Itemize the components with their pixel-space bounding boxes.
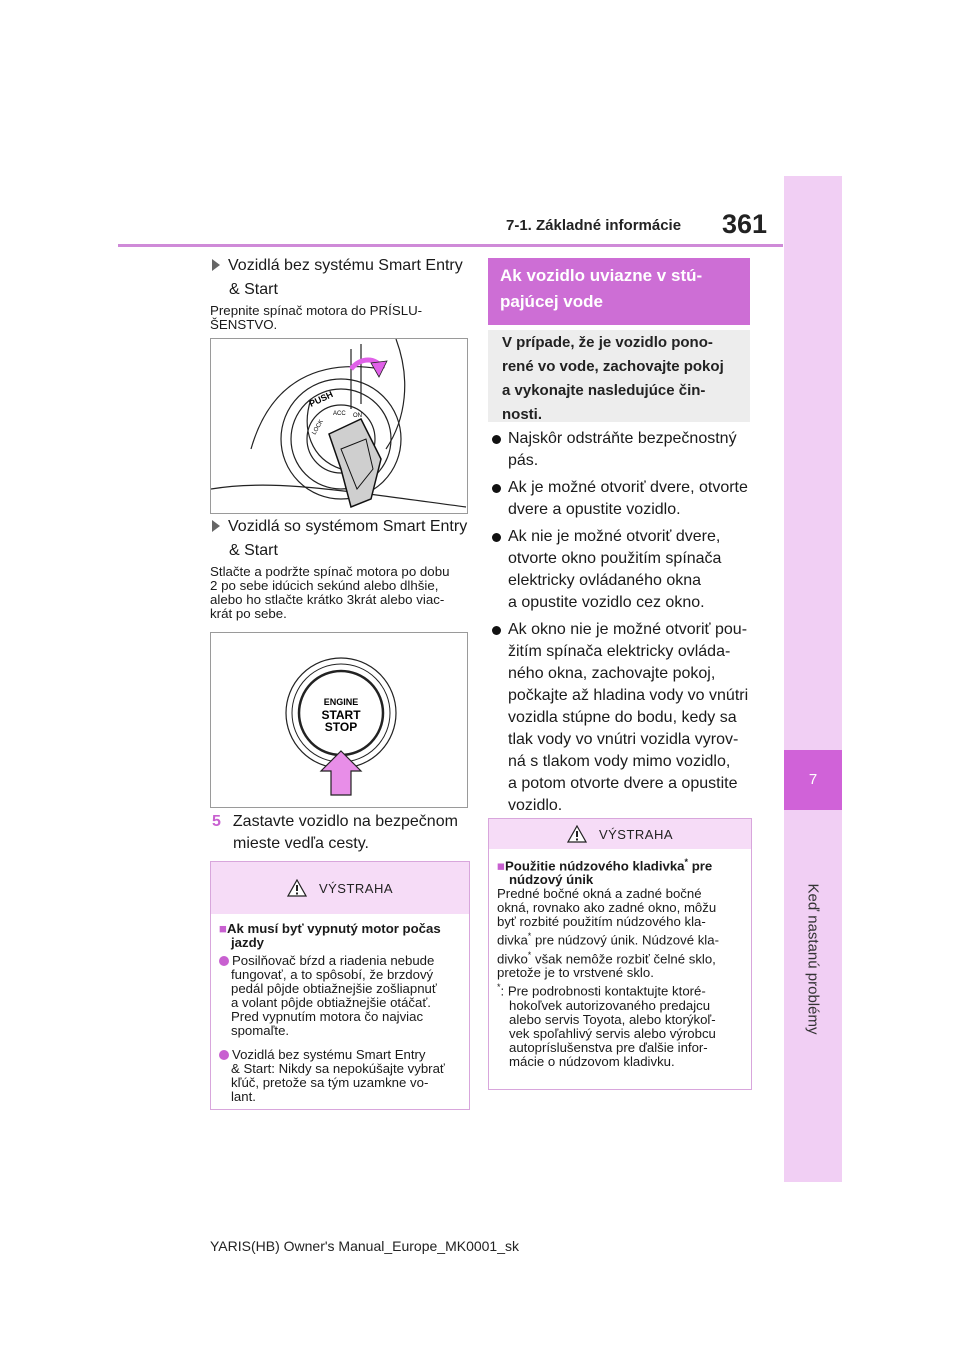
intro-box: V prípade, že je vozidlo pono- rené vo vode, zachovajte pokoj a vykonajte nasledujúce čin- nosti. [488, 330, 750, 422]
warning-box-engine-stop [210, 861, 470, 1110]
svg-text:ACC: ACC [333, 411, 346, 417]
warning-header: VÝSTRAHA [211, 862, 469, 914]
warning-triangle-icon [567, 825, 587, 843]
svg-text:ENGINE: ENGINE [323, 697, 359, 707]
bullet-no-smart-entry: Vozidlá bez systému Smart Entry & Start [212, 254, 472, 302]
warning-header: VÝSTRAHA [489, 819, 751, 849]
figure-engine-start-button [210, 632, 468, 808]
svg-text:LOCK: LOCK [311, 418, 325, 436]
triangle-bullet-icon [212, 520, 220, 532]
bullet-dot-icon [219, 956, 229, 966]
list-item: Ak okno nie je možné otvoriť pou- žitím spínača elektricky ovláda- ného okna, zachovajte pokoj, počkajte až hladina vody vo vnútri vozidla stúpne do bodu, kedy sa tlak vody vo vnútri vozidla vyrov- ná s tlakom vody mimo vozidlo, a potom otvorte dvere a opustite vozidlo. [492, 619, 754, 817]
svg-text:PUSH: PUSH [307, 389, 335, 409]
svg-text:START: START [321, 708, 361, 722]
warning-body: ■Použitie núdzového kladivka* pre núdzový únik Predné bočné okná a zadné bočné okná, rovnako ako zadné okno, môžu byť rozbité použitím núdzového kla- divka* pre núdzový únik. Núdzové kla- divko* však nemôže rozbiť čelné sklo, pretože je to vrstvené sklo. *: Pre podrobnosti kontaktujte ktoré- hokoľvek autorizovaného predajcu alebo servis Toyota, alebo ktorýkoľ- vek spoľahlivý servis alebo výrobcu autopríslušenstva pre ďalšie infor- mácie o núdzovom kladivku. [497, 857, 719, 1069]
page-number: 361 [722, 209, 768, 239]
bullet-dot-icon [492, 533, 501, 542]
bullet-with-smart-entry: Vozidlá so systémom Smart Entry & Start [212, 515, 472, 563]
header-divider [118, 244, 783, 247]
section-heading-flooded-vehicle: Ak vozidlo uviazne v stú- pajúcej vode [488, 258, 750, 325]
chapter-title: Keď nastanú problémy [804, 883, 822, 1035]
bullet-dot-icon [492, 626, 501, 635]
bullet-dot-icon [219, 1050, 229, 1060]
bullet2-description: Stlačte a podržte spínač motora po dobu 2 po sebe idúcich sekúnd alebo dlhšie, alebo ho stlačte krátko 3krát alebo viac- krát po sebe. [210, 564, 450, 621]
warning-triangle-icon [287, 879, 307, 897]
engine-start-stop-illustration [211, 633, 467, 807]
warning-box-emergency-hammer [488, 818, 752, 1090]
list-item: Ak je možné otvoriť dvere, otvorte dvere a opustite vozidlo. [492, 477, 754, 521]
svg-text:ON: ON [353, 413, 362, 419]
figure-key-ignition [210, 338, 468, 514]
bullet-dot-icon [492, 435, 501, 444]
step-5: 5 Zastavte vozidlo na bezpečnom mieste vedľa cesty. [212, 813, 458, 852]
svg-text:STOP: STOP [324, 720, 358, 734]
chapter-number: 7 [784, 750, 842, 810]
action-list [492, 428, 754, 822]
section-title: 7-1. Základné informácie [506, 217, 682, 234]
list-item: Najskôr odstráňte bezpečnostný pás. [492, 428, 754, 472]
bullet1-description: Prepnite spínač motora do PRÍSLU- ŠENSTVO. [210, 303, 423, 332]
triangle-bullet-icon [212, 259, 220, 271]
warning-body: ■Ak musí byť vypnutý motor počas jazdy Posilňovač bŕzd a riadenia nebude fungovať, a to spôsobí, že brzdový pedál pôjde obtiažnejšie zošliapnuť a volant pôjde obtiažnejšie otáčať. Pred vypnutím motora čo najviac spomaľte. Vozidlá bez systému Smart Entry & Start: Nikdy sa nepokúšajte vybrať kľúč, pretože sa tým uzamkne vo- lant. [219, 921, 445, 1104]
bullet-dot-icon [492, 484, 501, 493]
footer-manual-id: YARIS(HB) Owner's Manual_Europe_MK0001_sk [210, 1238, 519, 1254]
list-item: Ak nie je možné otvoriť dvere, otvorte okno použitím spínača elektricky ovládaného okna a opustite vozidlo cez okno. [492, 526, 754, 614]
ignition-key-illustration [211, 339, 467, 513]
